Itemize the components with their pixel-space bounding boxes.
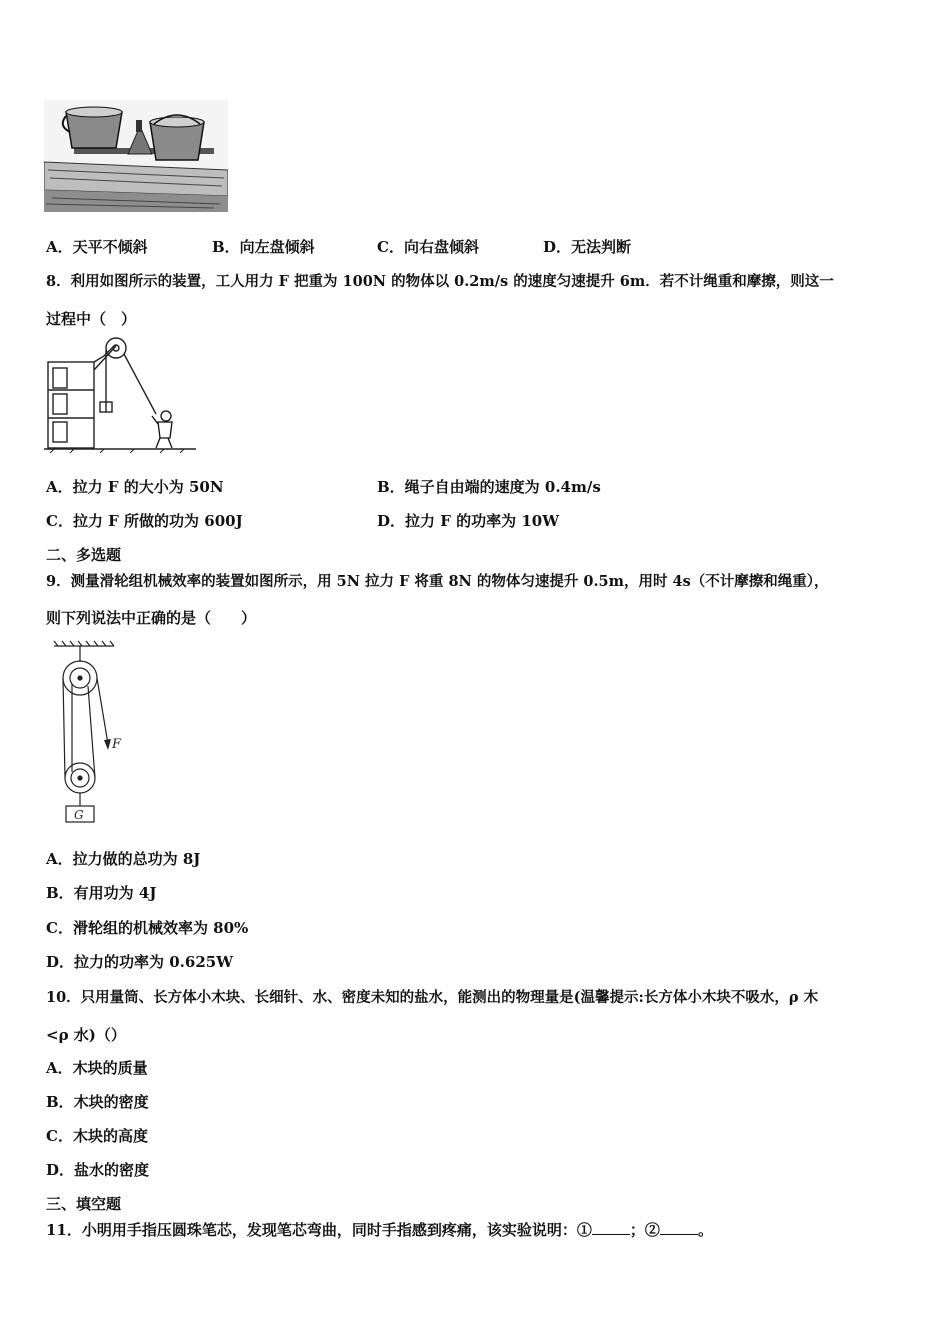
- q8-stem-line1: 8．利用如图所示的装置，工人用力 F 把重为 100N 的物体以 0.2m/s 的速度匀速提升 6m．若不计绳重和摩擦，则这一: [46, 273, 834, 290]
- q11-text: 11．小明用手指压圆珠笔芯，发现笔芯弯曲，同时手指感到疼痛，该实验说明：: [46, 1221, 577, 1239]
- q10-option-c: C．木块的高度: [46, 1127, 148, 1145]
- balance-figure: [44, 100, 228, 212]
- q9-stem-line2: 则下列说法中正确的是（ ）: [46, 609, 257, 627]
- q8-option-c: C．拉力 F 所做的功为 600J: [46, 512, 243, 530]
- q9-option-d: D．拉力的功率为 0.625W: [46, 953, 234, 971]
- q9-option-a: A．拉力做的总功为 8J: [46, 850, 201, 868]
- q8-option-a: A．拉力 F 的大小为 50N: [46, 478, 224, 496]
- q9-stem-line1: 9．测量滑轮组机械效率的装置如图所示，用 5N 拉力 F 将重 8N 的物体匀速提升 0.5m，用时 4s（不计摩擦和绳重），: [46, 573, 829, 590]
- section-title-fill-in: 三、填空题: [46, 1195, 122, 1213]
- q11-stem: [46, 1219, 713, 1240]
- q11-separator: ；: [629, 1221, 645, 1239]
- q10-stem-line1: 10．只用量筒、长方体小木块、长细针、水、密度未知的盐水，能测出的物理量是(温馨提示:长方体小木块不吸水，ρ 木: [46, 989, 819, 1006]
- answer-blank-1[interactable]: [592, 1220, 630, 1235]
- weight-label: G: [74, 808, 84, 822]
- pulley-worker-figure: [44, 336, 196, 454]
- q10-option-a: A．木块的质量: [46, 1059, 148, 1077]
- q10-stem-line2: <ρ 水)（）: [46, 1026, 126, 1044]
- q7-option-d: D．无法判断: [543, 238, 632, 256]
- pulley-block-figure: [44, 640, 134, 826]
- q7-option-b: B．向左盘倾斜: [212, 238, 315, 256]
- q11-end: 。: [697, 1221, 713, 1239]
- q8-option-b: B．绳子自由端的速度为 0.4m/s: [377, 478, 601, 496]
- section-title-multiple-choice: 二、多选题: [46, 546, 122, 564]
- blank2-marker: ②: [644, 1221, 660, 1239]
- q8-stem-line2: 过程中（ ）: [46, 310, 137, 328]
- q8-option-d: D．拉力 F 的功率为 10W: [377, 512, 560, 530]
- force-label: F: [112, 737, 122, 752]
- q10-option-d: D．盐水的密度: [46, 1161, 150, 1179]
- q10-option-b: B．木块的密度: [46, 1093, 149, 1111]
- q7-option-a: A．天平不倾斜: [46, 238, 148, 256]
- q9-option-b: B．有用功为 4J: [46, 884, 157, 902]
- answer-blank-2[interactable]: [660, 1220, 698, 1235]
- q7-option-c: C．向右盘倾斜: [377, 238, 479, 256]
- q9-option-c: C．滑轮组的机械效率为 80%: [46, 919, 249, 937]
- blank1-marker: ①: [576, 1221, 592, 1239]
